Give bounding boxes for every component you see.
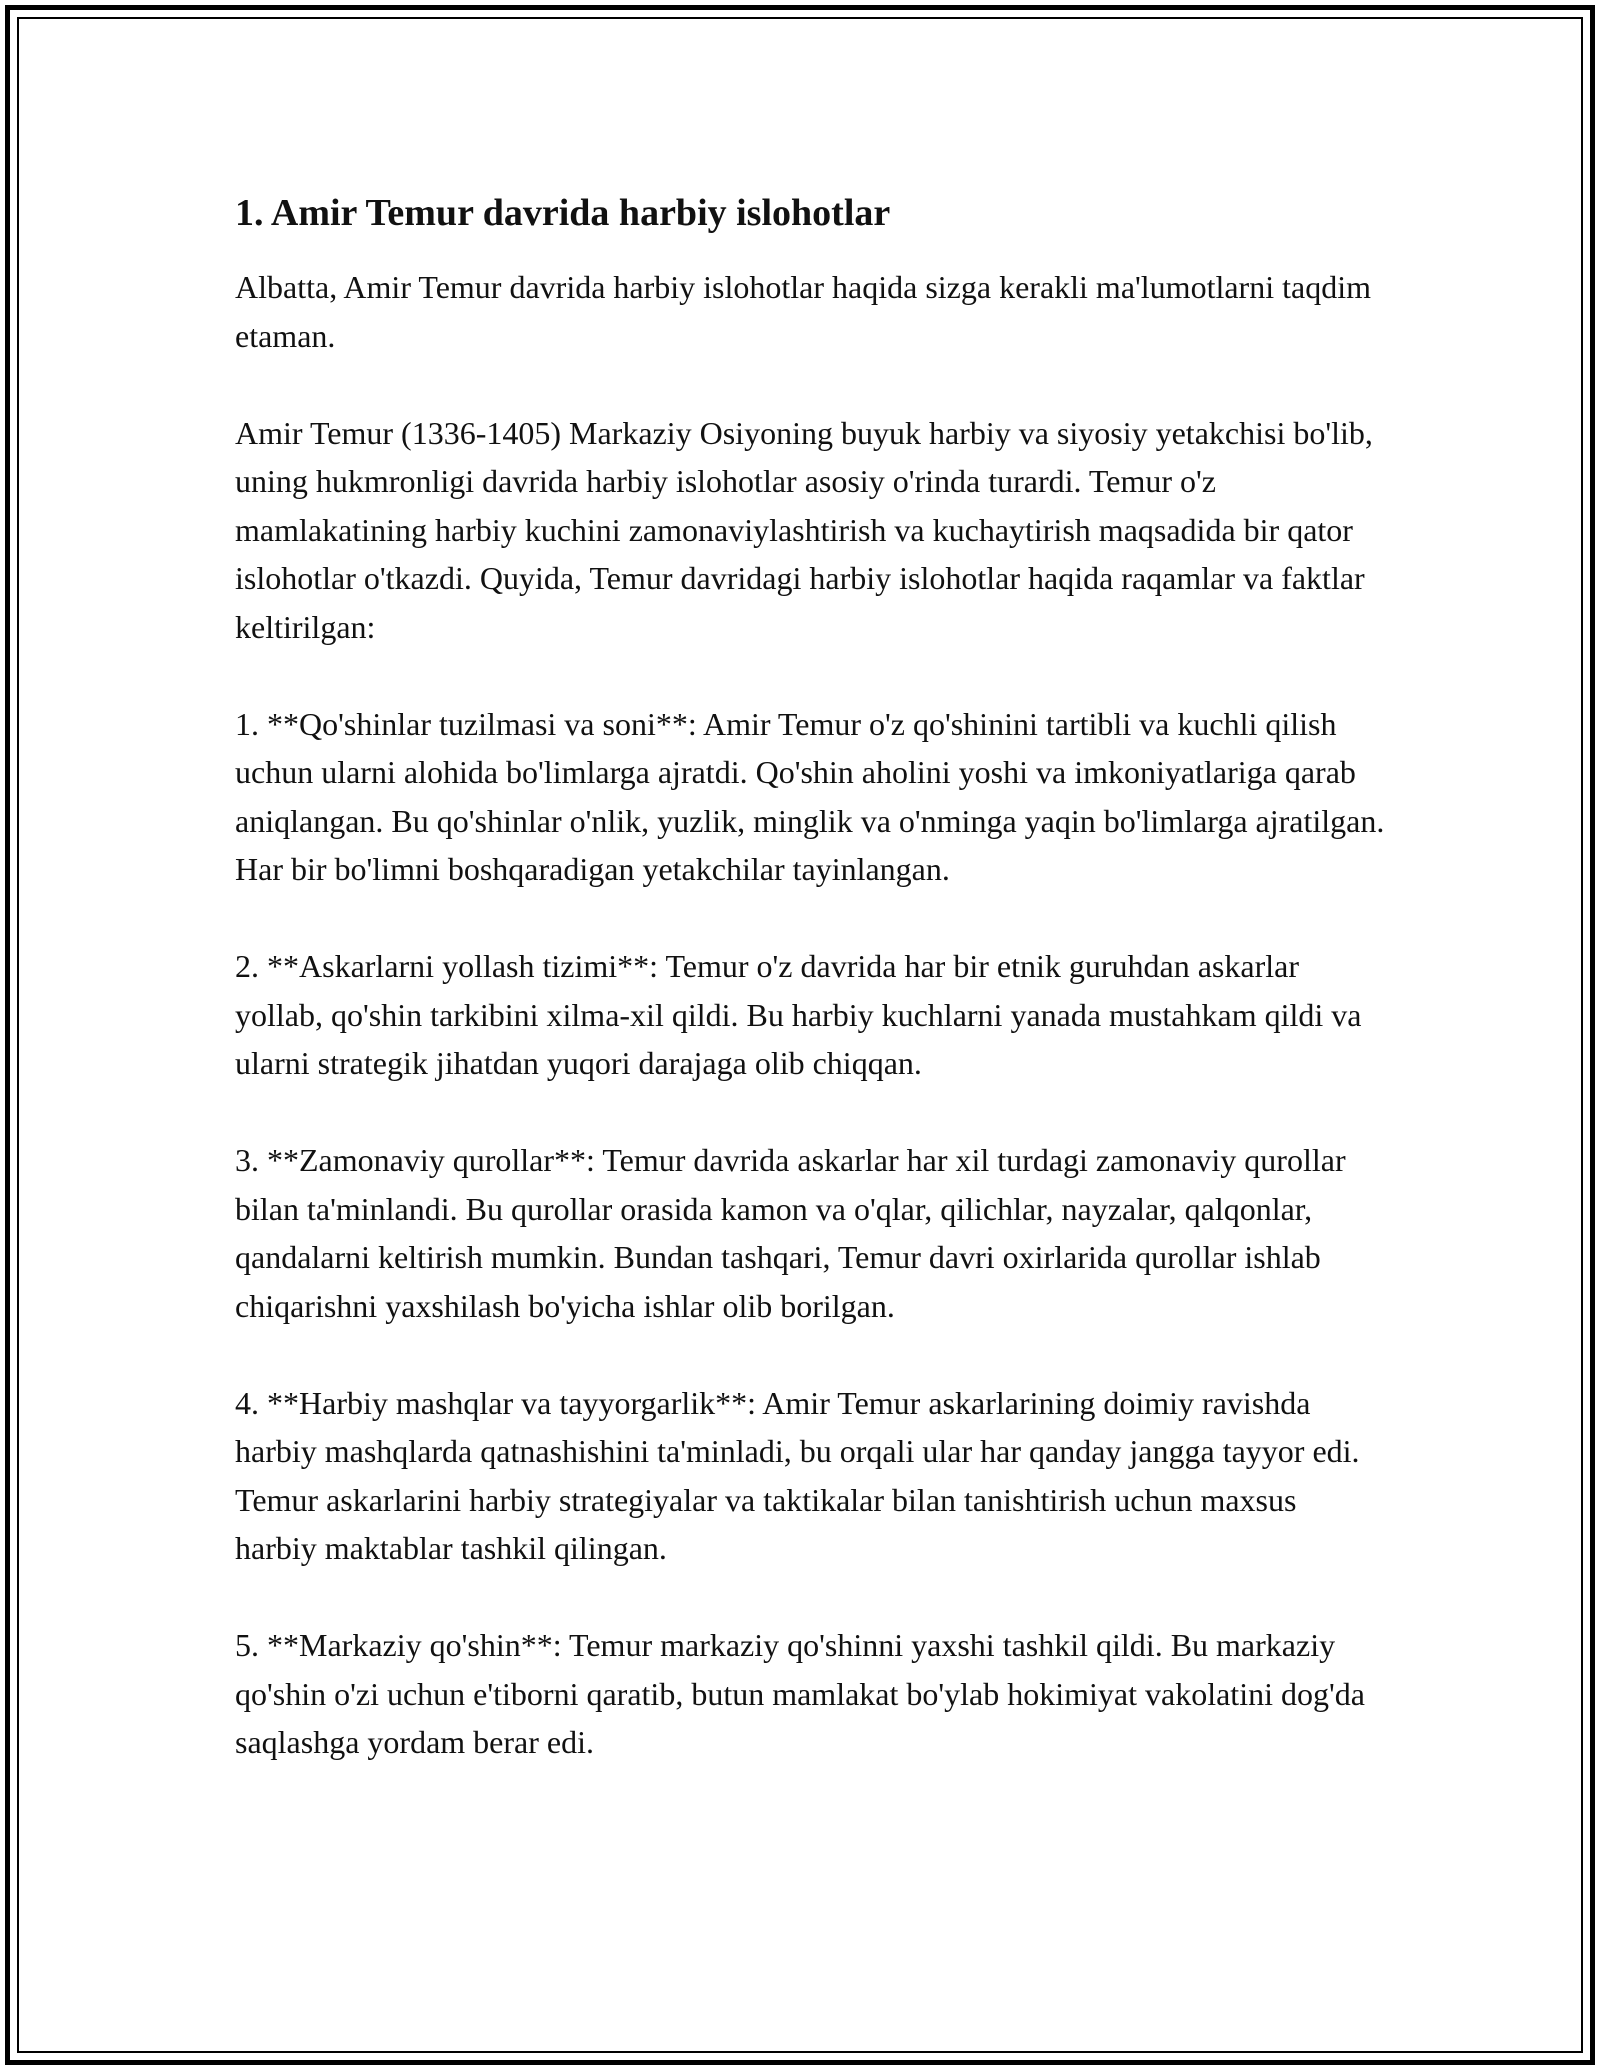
paragraph-item-4: 4. **Harbiy mashqlar va tayyorgarlik**: Amir Temur askarlarining doimiy ravishda harbiy mashqlarda qatnashishini ta'minladi, bu orqali ular har qanday jangga tayyor edi. Temur askarlarini harbiy strategiyalar va taktikalar bilan tanishtirish uchun maxsus harbiy maktablar tashkil qilingan. [235, 1384, 1360, 1566]
document-body [235, 185, 1385, 1767]
document-title: 1. Amir Temur davrida harbiy islohotlar [235, 192, 891, 234]
paragraph-item-1: 1. **Qo'shinlar tuzilmasi va soni**: Amir Temur o'z qo'shinini tartibli va kuchli qilish uchun ularni alohida bo'limlarga ajratdi. Qo'shin aholini yoshi va imkoniyatlariga qarab aniqlangan. Bu qo'shinlar o'nlik, yuzlik, minglik va o'nminga yaqin bo'limlarga ajratilgan. Har bir bo'limni boshqaradigan yetakchilar tayinlangan. [235, 705, 1385, 887]
paragraph-item-3: 3. **Zamonaviy qurollar**: Temur davrida askarlar har xil turdagi zamonaviy qurollar bilan ta'minlandi. Bu qurollar orasida kamon va o'qlar, qilichlar, nayzalar, qalqonlar, qandalarni keltirish mumkin. Bundan tashqari, Temur davri oxirlarida qurollar ishlab chiqarishni yaxshilash bo'yicha ishlar olib borilgan. [235, 1142, 1346, 1324]
paragraph-item-5: 5. **Markaziy qo'shin**: Temur markaziy qo'shinni yaxshi tashkil qildi. Bu markaziy qo'shin o'zi uchun e'tiborni qaratib, butun mamlakat bo'ylab hokimiyat vakolatini dog'da saqlashga yordam berar edi. [235, 1627, 1365, 1760]
paragraph-intro: Albatta, Amir Temur davrida harbiy islohotlar haqida sizga kerakli ma'lumotlarni taqdim etaman. [235, 269, 1371, 354]
paragraph-overview: Amir Temur (1336-1405) Markaziy Osiyoning buyuk harbiy va siyosiy yetakchisi bo'lib, uning hukmronligi davrida harbiy islohotlar asosiy o'rinda turardi. Temur o'z mamlakatining harbiy kuchini zamonaviylashtirish va kuchaytirish maqsadida bir qator islohotlar o'tkazdi. Quyida, Temur davridagi harbiy islohotlar haqida raqamlar va faktlar keltirilgan: [235, 414, 1373, 645]
paragraph-item-2: 2. **Askarlarni yollash tizimi**: Temur o'z davrida har bir etnik guruhdan askarlar yollab, qo'shin tarkibini xilma-xil qildi. Bu harbiy kuchlarni yanada mustahkam qildi va ularni strategik jihatdan yuqori darajaga olib chiqqan. [235, 948, 1362, 1081]
